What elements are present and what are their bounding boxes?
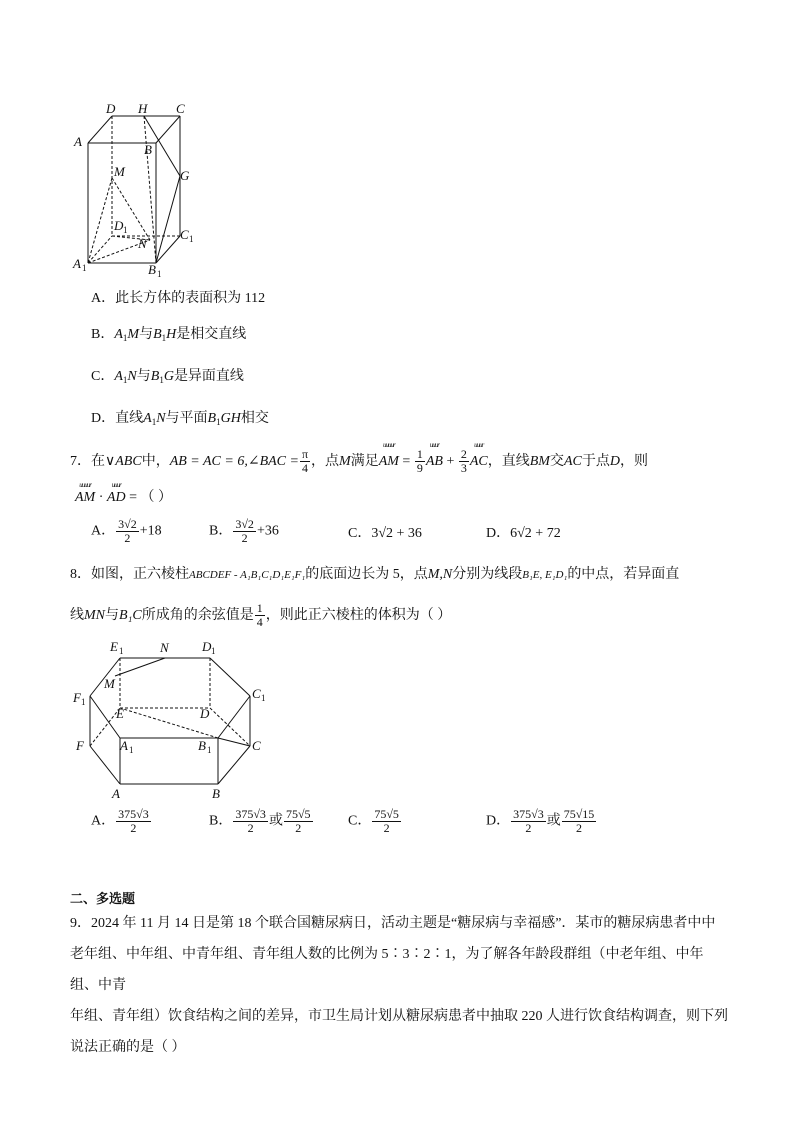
- label-D1: D: [114, 218, 124, 233]
- q8-option-c: C． $\frac{75√5}{2}$: [348, 807, 399, 835]
- label-C: C: [176, 101, 185, 116]
- label-E1: E: [110, 639, 118, 654]
- label-N: N: [138, 236, 147, 251]
- label-A1-sub: 1: [82, 263, 87, 273]
- label-C1-sub: 1: [189, 234, 194, 244]
- q7-option-d: D．6√2 + 72: [486, 526, 561, 541]
- label-F: F: [76, 738, 84, 753]
- q6-option-d: D．直线$A_1N$与平面$B_1GH$相交: [91, 411, 269, 427]
- q9-line-3: 年组、青年组）饮食结构之间的差异，市卫生局计划从糖尿病患者中抽取 220 人进行饮食结构调查，则下列: [70, 1009, 728, 1024]
- label-D1: D: [202, 639, 212, 654]
- label-B1-sub: 1: [157, 269, 162, 279]
- q7-option-c: C．3√2 + 36: [348, 526, 422, 541]
- q7-stem-line1: 7．在∨ABC中，AB = AC = 6,∠BAC = $\frac{\pi}{4}$ ，点M满足 uuuur AM = $\frac{1}{9}$ uuur AB + $\frac{2}{3}$ uuur AC，直线BM交AC于点D，则: [70, 441, 648, 476]
- label-B1: B: [198, 738, 206, 753]
- svg-text:1: 1: [261, 693, 266, 703]
- q9-line-4: 说法正确的是（ ）: [70, 1040, 186, 1055]
- q6-option-a: A．此长方体的表面积为 112: [91, 291, 266, 306]
- q6-option-c: C．$A_1N$与$B_1G$是异面直线: [91, 369, 244, 385]
- label-E: E: [116, 706, 124, 721]
- q6-option-b: B．$A_1M$与$B_1H$是相交直线: [91, 327, 247, 343]
- label-N: N: [160, 640, 169, 655]
- label-G: G: [180, 168, 190, 183]
- label-B: B: [212, 786, 220, 801]
- label-M: M: [104, 676, 115, 691]
- q8-option-b: B． $\frac{375√3}{2}$ 或 $\frac{75√5}{2}$: [209, 807, 311, 835]
- label-M: M: [114, 164, 125, 179]
- q7-stem-line2: uuuur AM · uuur AD = （ ）: [75, 481, 172, 505]
- q9-line-2: 老年组、中年组、中青年组、青年组人数的比例为 5∶3∶2∶1，为了解各年龄段群组（中老年组、中年组、中青: [70, 947, 704, 993]
- label-D: D: [106, 101, 116, 116]
- label-C: C: [252, 738, 261, 753]
- section-heading: 二、多选题: [70, 891, 136, 906]
- label-C1: C: [180, 227, 189, 242]
- q9-stem: [70, 908, 730, 1063]
- svg-text:1: 1: [211, 646, 216, 656]
- svg-text:1: 1: [207, 745, 212, 755]
- label-A: A: [112, 786, 120, 801]
- label-B1: B: [148, 262, 156, 277]
- q8-option-d: D． $\frac{375√3}{2}$ 或 $\frac{75√15}{2}$: [486, 807, 595, 835]
- svg-text:1: 1: [119, 646, 124, 656]
- svg-text:1: 1: [81, 697, 86, 707]
- q7-option-b: B． $\frac{3√2}{2}$ +36: [209, 517, 279, 545]
- label-H: H: [138, 101, 148, 116]
- label-A1: A: [120, 738, 128, 753]
- q8-stem-line1: 8．如图，正六棱柱ABCDEF - A₁B₁C₁D₁E₁F₁的底面边长为 5，点M,N分别为线段B₁E, E₁D₁的中点，若异面直: [70, 567, 680, 582]
- svg-text:1: 1: [129, 745, 134, 755]
- label-D1-sub: 1: [123, 225, 128, 235]
- label-A: A: [74, 134, 82, 149]
- label-A1: A: [73, 256, 81, 271]
- label-C1: C: [252, 686, 261, 701]
- q8-option-a: A． $\frac{375√3}{2}$: [91, 807, 149, 835]
- figure-cuboid: [68, 98, 208, 280]
- label-F1: F: [73, 690, 81, 705]
- q8-stem-line2: 线MN与B₁C所成角的余弦值是 $\frac{1}{4}$ ，则此正六棱柱的体积为（ ）: [70, 601, 452, 630]
- figure-hexagonal-prism: [70, 636, 270, 802]
- label-B: B: [144, 142, 152, 157]
- q7-option-a: A． $\frac{3√2}{2}$ +18: [91, 517, 162, 545]
- q9-line-1: 9．2024 年 11 月 14 日是第 18 个联合国糖尿病日，活动主题是“糖尿病与幸福感”．某市的糖尿病患者中中: [70, 916, 716, 931]
- label-D: D: [200, 706, 210, 721]
